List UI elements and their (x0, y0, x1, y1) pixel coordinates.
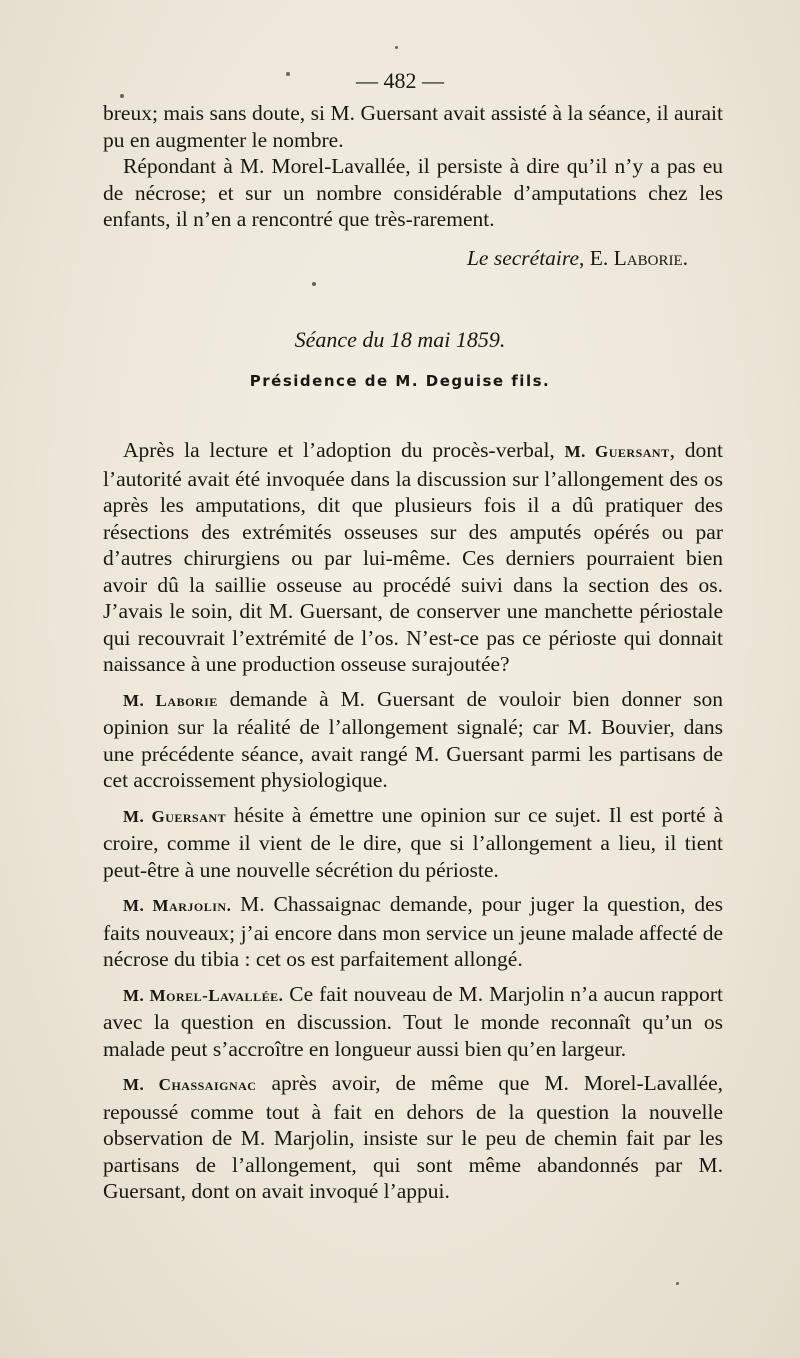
paragraph-lead: Après la lecture et l’adoption du procès-verbal, (123, 438, 565, 462)
ink-speck (676, 1282, 679, 1285)
paragraph-laborie (103, 686, 723, 794)
ink-speck (312, 282, 316, 286)
paragraph-marjolin (103, 891, 723, 973)
signature-name: E. Laborie. (589, 246, 688, 270)
paragraph-guersant (103, 802, 723, 884)
page-number: — 482 — (356, 68, 444, 93)
paragraph-text: Ce fait nouveau de M. Marjolin n’a aucun rapport avec la question en discussion. Tout le monde reconnaît qu’un os malade peut s’accroître en longueur aussi bien qu’en largeur. (103, 981, 723, 1061)
paragraph-text: après avoir, de même que M. Morel-Lavallée, repoussé comme tout à fait en dehors de la question la nouvelle observation de M. Marjolin, insiste sur le peu de chemin fait par les partisans de l’allongement, qui sont même abandonnés par M. Guersant, dont on avait invoqué l’appui. (103, 1071, 723, 1203)
speaker-name: M. Guersant (564, 442, 670, 461)
paragraph-chassaignac (103, 1070, 723, 1205)
speaker-name: M. Laborie (123, 690, 218, 710)
signature-title: Le secrétaire (466, 246, 580, 270)
speaker-name: M. Chassaignac (123, 1075, 257, 1094)
speaker-name: M. Morel-Lavallée. (123, 985, 284, 1005)
paragraph-text: hésite à émettre une opinion sur ce sujet. Il est porté à croire, comme il vient de le dire, que si l’allongement a lieu, il tient peut-être à une nouvelle sécrétion du périoste. (103, 802, 723, 882)
signature-separator: , (579, 246, 590, 270)
speaker-name: M. Marjolin. (123, 896, 232, 915)
response-paragraph: Répondant à M. Morel-Lavallée, il persiste à dire qu’il n’y a pas eu de nécrose; et sur un nombre considérable d’amputations chez les enfants, il n’en a rencontré que très-rarement. (103, 154, 723, 231)
top-text-block (103, 100, 723, 233)
session-body (103, 437, 723, 1213)
paragraph-text: demande à M. Guersant de vouloir bien donner son opinion sur la réalité de l’allongement signalé; car M. Bouvier, dans une précédente séance, avait rangé M. Guersant parmi les partisans de cet accroissement physiologique. (103, 686, 723, 792)
paragraph-text: , dont l’autorité avait été invoquée dans la discussion sur l’allongement des os après les amputations, dit que plusieurs fois il a dû pratiquer des résections des extrémités osseuses sur des amputés opérés ou par d’autres chirurgiens ou par lui-même. Ces derniers pourraient bien avoir dû la saillie osseuse au procédé suivi dans la section des os. J’avais le soin, dit M. Guersant, de conserver une manchette périostale qui recouvrait l’extrémité de l’os. N’est-ce pas ce périoste qui donnait naissance à une production osseuse surajoutée? (103, 438, 723, 676)
session-title: Séance du 18 mai 1859. (294, 327, 506, 352)
ink-speck (120, 94, 124, 98)
presidence-heading: Présidence de M. Deguise fils. (249, 372, 551, 390)
paragraph-text: M. Chassaignac demande, pour juger la question, des faits nouveaux; j’ai encore dans mon service un jeune malade affecté de nécrose du tibia : cet os est parfaitement allongé. (103, 892, 723, 971)
ink-speck (395, 46, 398, 49)
continued-paragraph: breux; mais sans doute, si M. Guersant avait assisté à la séance, il aurait pu en augmenter le nombre. (103, 101, 723, 152)
speaker-name: M. Guersant (123, 806, 227, 826)
paragraph-guersant-opening (103, 437, 723, 678)
paragraph-morel-lavallee (103, 981, 723, 1063)
secretary-signature (103, 246, 688, 271)
